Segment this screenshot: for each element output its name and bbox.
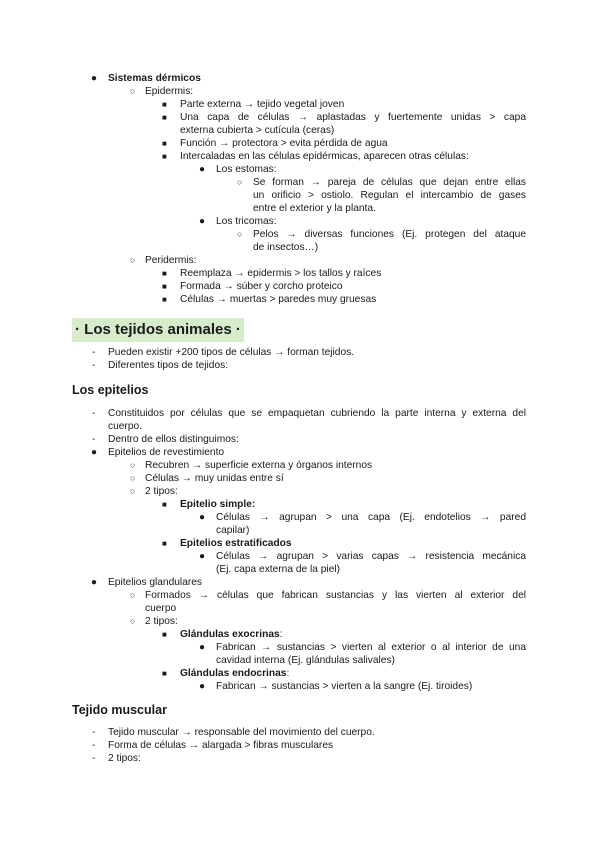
list-item: Función → protectora > evita pérdida de agua	[180, 138, 388, 149]
list-item: Pueden existir +200 tipos de células → forman tejidos.	[108, 347, 355, 358]
list-item: Pelos → diversas funciones (Ej. protegen del ataque	[253, 229, 526, 240]
bullet-dash: -	[92, 753, 96, 764]
bullet-disc: ●	[199, 216, 206, 227]
bullet-square: ■	[162, 269, 167, 278]
list-item	[108, 72, 201, 85]
term-label: Epitelio simple:	[180, 499, 256, 510]
bullet-square: ■	[162, 500, 167, 509]
list-item: Epitelios de revestimiento	[108, 447, 225, 458]
list-item-continuation: de insectos…)	[253, 242, 319, 253]
list-item: Dentro de ellos distinguimos:	[108, 434, 239, 445]
bullet-circle: ○	[130, 460, 136, 470]
highlighted-section-heading: · Los tejidos animales ·	[72, 318, 244, 342]
bullet-square: ■	[162, 282, 167, 291]
bullet-square: ■	[162, 100, 167, 109]
list-item: Formados → células que fabrican sustancias y las vierten al exterior del	[145, 590, 526, 601]
bullet-disc: ●	[199, 681, 206, 692]
list-item-continuation: un orificio > ostiolo. Regulan el intercambio de gases	[253, 190, 526, 201]
bullet-square: ■	[162, 630, 167, 639]
bullet-square: ■	[162, 539, 167, 548]
bullet-square: ■	[162, 152, 167, 161]
list-item: Constituidos por células que se empaquetan cubriendo la parte interna y externa del	[108, 408, 526, 419]
list-item-continuation: cuerpo.	[108, 421, 142, 432]
list-item: Se forman → pareja de células que dejan entre ellas	[253, 177, 526, 188]
list-item: Forma de células → alargada > fibras musculares	[108, 740, 334, 751]
bullet-disc: ●	[199, 642, 206, 653]
section-heading: Los epitelios	[72, 383, 149, 397]
bullet-circle: ○	[237, 177, 243, 187]
bullet-square: ■	[162, 295, 167, 304]
list-item: Epidermis:	[145, 86, 194, 97]
list-item: Recubren → superficie externa y órganos internos	[145, 460, 373, 471]
bullet-dash: -	[92, 727, 96, 738]
list-item: 2 tipos:	[108, 753, 141, 764]
bullet-dash: -	[92, 408, 96, 419]
list-item: 2 tipos:	[145, 616, 178, 627]
bullet-disc: ●	[199, 164, 206, 175]
bullet-disc: ●	[199, 512, 206, 523]
list-item: Fabrican → sustancias > vierten a la sangre (Ej. tiroides)	[216, 681, 473, 692]
bullet-square: ■	[162, 139, 167, 148]
list-item-continuation: entre el exterior y la planta.	[253, 203, 376, 214]
list-item: 2 tipos:	[145, 486, 178, 497]
list-item: Parte externa → tejido vegetal joven	[180, 99, 345, 110]
bullet-circle: ○	[130, 473, 136, 483]
bullet-dash: -	[92, 360, 96, 371]
term-label: Epitelios estratificados	[180, 538, 292, 549]
section-heading: Tejido muscular	[72, 703, 167, 717]
list-item-continuation: externa cubierta > cutícula (ceras)	[180, 125, 335, 136]
list-item: Células → muy unidas entre sí	[145, 473, 284, 484]
list-item-continuation: capilar)	[216, 525, 250, 536]
bullet-circle: ○	[130, 616, 136, 626]
bullet-square: ■	[162, 113, 167, 122]
list-item: Intercaladas en las células epidérmicas, aparecen otras células:	[180, 151, 469, 162]
bullet-disc: ●	[91, 73, 98, 84]
list-item-continuation: cuerpo	[145, 603, 177, 614]
list-item: Diferentes tipos de tejidos:	[108, 360, 229, 371]
list-item: Fabrican → sustancias > vierten al exterior o al interior de una	[216, 642, 526, 653]
list-item: Peridermis:	[145, 255, 197, 266]
list-item: Formada → súber y corcho proteico	[180, 281, 343, 292]
list-item-continuation: cavidad interna (Ej. glándulas salivales)	[216, 655, 395, 666]
bullet-disc: ●	[91, 447, 98, 458]
list-item: Células → agrupan > varias capas → resistencia mecánica	[216, 551, 526, 562]
list-item-continuation: (Ej. capa externa de la piel)	[216, 564, 341, 575]
bullet-circle: ○	[130, 590, 136, 600]
bullet-square: ■	[162, 669, 167, 678]
list-item	[180, 537, 292, 550]
list-item	[180, 498, 255, 511]
list-item: Glándulas endocrinas:	[180, 668, 290, 679]
bullet-circle: ○	[130, 86, 136, 96]
bullet-dash: -	[92, 740, 96, 751]
bullet-circle: ○	[237, 229, 243, 239]
list-item: Células → agrupan > una capa (Ej. endotelios → pared	[216, 512, 526, 523]
section-subtitle: Sistemas dérmicos	[108, 73, 201, 84]
list-item: Los estomas:	[216, 164, 277, 175]
bullet-circle: ○	[130, 486, 136, 496]
bullet-dash: -	[92, 347, 96, 358]
bullet-circle: ○	[130, 255, 136, 265]
list-item: Epitelios glandulares	[108, 577, 203, 588]
bullet-disc: ●	[199, 551, 206, 562]
term-label: Glándulas exocrinas	[180, 629, 280, 640]
list-item: Una capa de células → aplastadas y fuertemente unidas > capa	[180, 112, 526, 123]
term-label: Glándulas endocrinas	[180, 668, 287, 679]
list-item: Tejido muscular → responsable del movimiento del cuerpo.	[108, 727, 375, 738]
bullet-disc: ●	[91, 577, 98, 588]
bullet-dash: -	[92, 434, 96, 445]
list-item: Los tricomas:	[216, 216, 277, 227]
list-item: Glándulas exocrinas:	[180, 629, 283, 640]
list-item: Reemplaza → epidermis > los tallos y raíces	[180, 268, 382, 279]
list-item: Células → muertas > paredes muy gruesas	[180, 294, 377, 305]
